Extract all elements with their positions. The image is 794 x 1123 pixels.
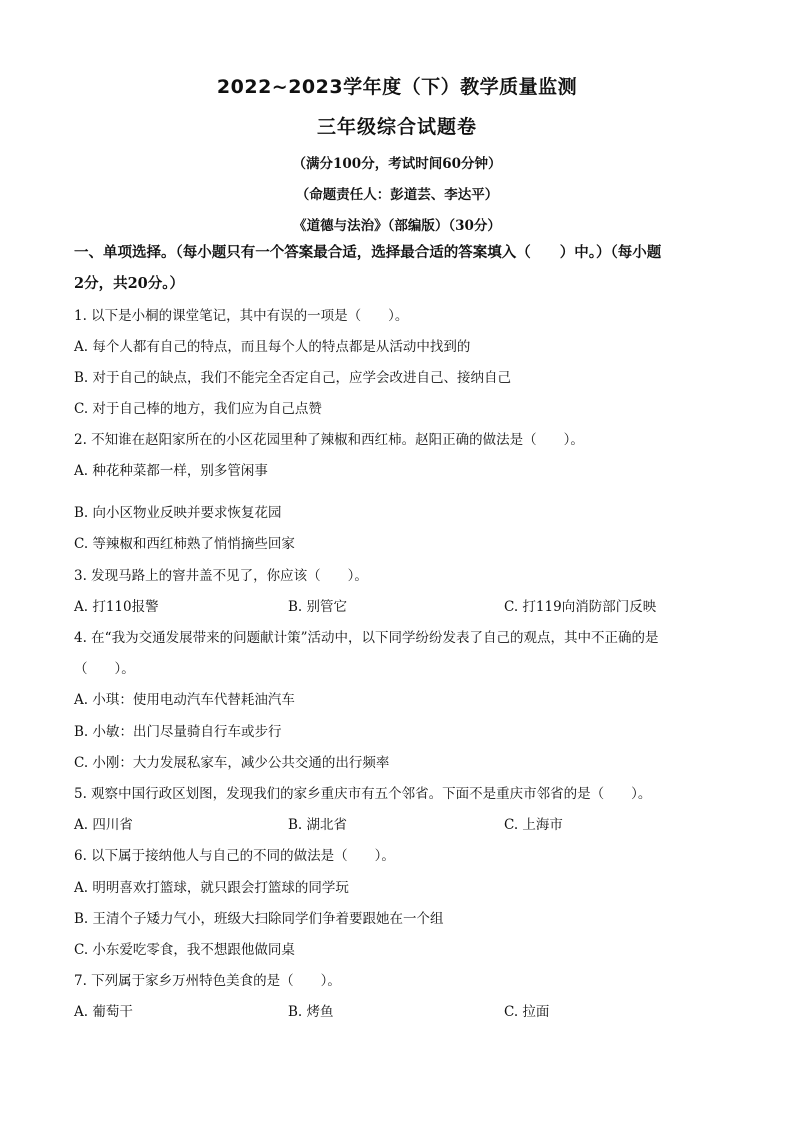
question-3-option-c: C. 打119向消防部门反映 [504,599,657,615]
section-heading-line2: 2分，共20分。） [74,275,185,292]
exam-title: 2022~2023学年度（下）教学质量监测 [216,76,578,98]
question-1-option-a: A. 每个人都有自己的特点，而且每个人的特点都是从活动中找到的 [74,339,471,355]
question-7-option-b: B. 烤鱼 [288,1004,334,1020]
question-1-option-c: C. 对于自己棒的地方，我们应为自己点赞 [74,401,322,417]
exam-subtitle: 三年级综合试题卷 [316,116,477,138]
question-5-option-b: B. 湖北省 [288,817,348,833]
question-3-stem: 3. 发现马路上的窨井盖不见了，你应该（ ）。 [74,568,368,584]
question-7-stem: 7. 下列属于家乡万州特色美食的是（ ）。 [74,973,341,989]
question-3-option-b: B. 别管它 [288,599,348,615]
question-5-options [74,815,734,835]
question-7-option-c: C. 拉面 [504,1004,550,1020]
question-4-option-c: C. 小刚：大力发展私家车，减少公共交通的出行频率 [74,755,390,771]
question-6-option-c: C. 小东爱吃零食，我不想跟他做同桌 [74,942,295,958]
question-1-option-b: B. 对于自己的缺点，我们不能完全否定自己，应学会改进自己、接纳自己 [74,370,512,386]
section-heading-line1: 一、单项选择。（每小题只有一个答案最合适，选择最合适的答案填入（ ）中。）（每小题 [74,244,662,261]
question-7-options [74,1002,734,1022]
question-6-stem: 6. 以下属于接纳他人与自己的不同的做法是（ ）。 [74,848,395,864]
question-4-stem: 4. 在“我为交通发展带来的问题献计策”活动中，以下同学纷纷发表了自己的观点，其中不正确的是 [74,630,659,646]
question-1-stem: 1. 以下是小桐的课堂笔记，其中有误的一项是（ ）。 [74,308,409,324]
question-2-stem: 2. 不知谁在赵阳家所在的小区花园里种了辣椒和西红柿。赵阳正确的做法是（ ）。 [74,432,584,448]
question-4-stem-cont: （ ）。 [74,661,135,677]
question-5-option-a: A. 四川省 [74,817,133,833]
question-3-options [74,597,734,617]
question-2-option-a: A. 种花种菜都一样，别多管闲事 [74,463,268,479]
question-5-option-c: C. 上海市 [504,817,563,833]
question-2-option-b: B. 向小区物业反映并要求恢复花园 [74,505,282,521]
question-6-option-a: A. 明明喜欢打篮球，就只跟会打篮球的同学玩 [74,880,349,896]
question-4-option-a: A. 小琪：使用电动汽车代替耗油汽车 [74,692,295,708]
question-3-option-a: A. 打110报警 [74,599,159,615]
score-time-info: （满分100分，考试时间60分钟） [292,156,502,172]
authors-info: （命题责任人：彭道芸、李达平） [295,187,499,203]
question-4-option-b: B. 小敏：出门尽量骑自行车或步行 [74,724,282,740]
subject-heading: 《道德与法治》（部编版）（30分） [293,218,501,234]
question-5-stem: 5. 观察中国行政区划图，发现我们的家乡重庆市有五个邻省。下面不是重庆市邻省的是（ ）。 [74,786,652,802]
question-2-option-c: C. 等辣椒和西红柿熟了悄悄摘些回家 [74,536,295,552]
question-7-option-a: A. 葡萄干 [74,1004,133,1020]
question-6-option-b: B. 王清个子矮力气小，班级大扫除同学们争着要跟她在一个组 [74,911,444,927]
